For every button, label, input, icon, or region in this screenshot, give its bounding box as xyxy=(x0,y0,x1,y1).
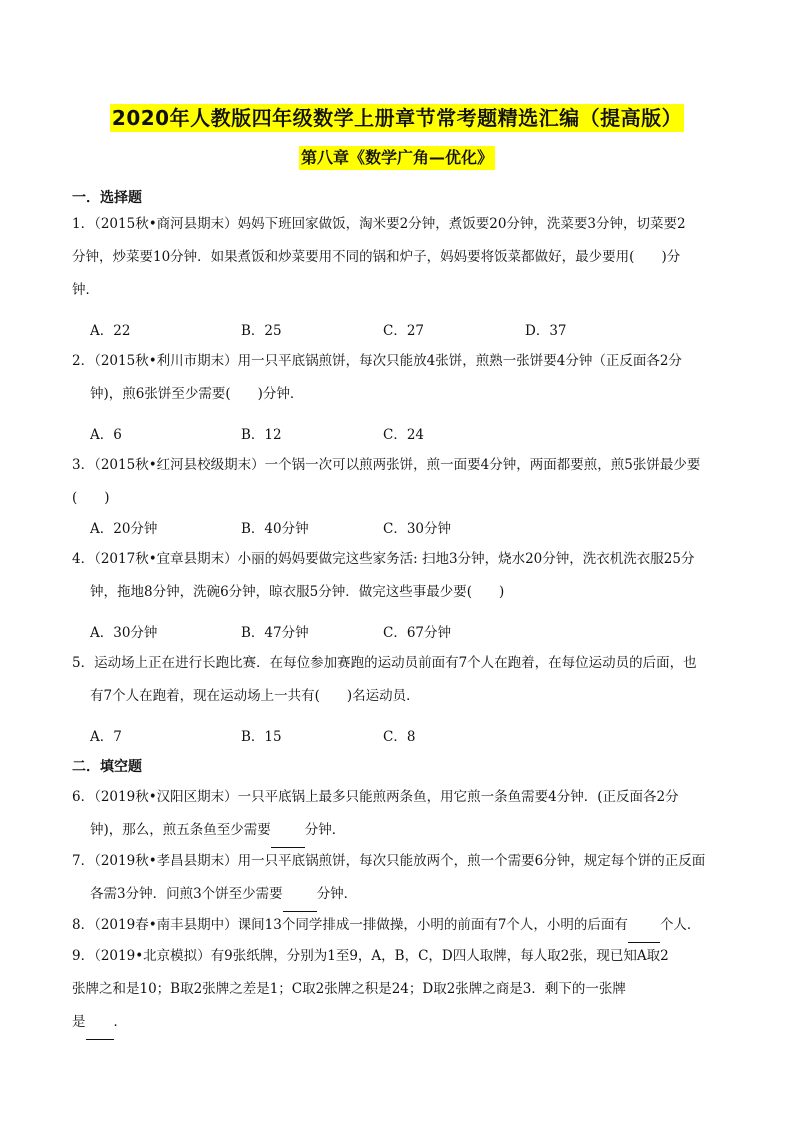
subtitle-wrap xyxy=(0,146,794,170)
section-heading-fill: 二．填空题 xyxy=(72,759,142,775)
question-5-line-2: 有7个人在跑着，现在运动场上一共有( )名运动员． xyxy=(90,688,420,704)
question-7-line-2 xyxy=(72,878,724,912)
question-2-line-2: 钟)，煎6张饼至少需要( )分钟． xyxy=(90,386,304,402)
question-9-line-1: 9．（2019•北京模拟）有9张纸牌，分别为1至9，A，B，C，D四人取牌，每人取2张，现已知A取2 xyxy=(72,948,669,964)
question-4 xyxy=(72,543,724,609)
option-b: B．40分钟 xyxy=(241,521,309,537)
question-7-text-a: 各需3分钟．问煎3个饼至少需要 xyxy=(90,886,283,902)
question-9-text-a: 是 xyxy=(72,1014,86,1030)
option-c: C．8 xyxy=(383,729,416,745)
question-4-line-1: 4．（2017秋•宜章县期末）小丽的妈妈要做完这些家务活: 扫地3分钟，烧水20分钟，洗衣机洗衣服25分 xyxy=(72,551,695,567)
option-a: A．7 xyxy=(90,729,122,745)
answer-blank xyxy=(628,909,660,943)
question-8-text-b: 个人． xyxy=(659,917,701,933)
question-3-line-2: ( ) xyxy=(72,490,110,506)
chapter-subtitle: 第八章《数学广角—优化》 xyxy=(299,146,495,170)
answer-blank xyxy=(283,878,317,912)
question-4-line-2: 钟，拖地8分钟，洗碗6分钟，晾衣服5分钟．做完这些事最少要( ) xyxy=(90,584,505,600)
option-a: A．20分钟 xyxy=(90,521,158,537)
option-b: B．12 xyxy=(241,427,282,443)
question-6-line-2 xyxy=(72,814,724,848)
option-c: C．67分钟 xyxy=(383,625,452,641)
question-7-line-1: 7．（2019秋•孝昌县期末）用一只平底锅煎饼，每次只能放两个，煎一个需要6分钟，规定每个饼的正反面 xyxy=(72,853,706,869)
question-8-text-a: 8．（2019春•南丰县期中）课间13个同学排成一排做操，小明的前面有7个人，小明的后面有 xyxy=(72,917,628,933)
option-a: A．30分钟 xyxy=(90,625,158,641)
answer-blank xyxy=(271,814,305,848)
question-2-line-1: 2．（2015秋•利川市期末）用一只平底锅煎饼，每次只能放4张饼，煎熟一张饼要4分钟（正反面各2分 xyxy=(72,353,682,369)
question-1-line-3: 钟． xyxy=(72,282,99,298)
question-7 xyxy=(72,845,724,912)
answer-blank xyxy=(86,1006,114,1040)
question-5 xyxy=(72,647,724,713)
question-9-line-3 xyxy=(72,1006,724,1040)
question-8-line-1 xyxy=(72,909,724,943)
question-3 xyxy=(72,449,724,515)
option-a: A．22 xyxy=(90,323,131,339)
question-6-text-b: 分钟． xyxy=(304,822,346,838)
title-wrap xyxy=(0,104,794,132)
option-b: B．25 xyxy=(241,323,282,339)
question-1-line-2: 分钟，炒菜要10分钟．如果煮饭和炒菜要用不同的锅和炉子，妈妈要将饭菜都做好，最少要用( )分 xyxy=(72,249,681,265)
question-6-line-1: 6．（2019秋•汉阳区期末）一只平底锅上最多只能煎两条鱼，用它煎一条鱼需要4分钟．(正反面各2分 xyxy=(72,789,679,805)
question-1 xyxy=(72,208,724,307)
question-8 xyxy=(72,909,724,943)
option-c: C．24 xyxy=(383,427,425,443)
question-2 xyxy=(72,345,724,411)
option-a: A．6 xyxy=(90,427,122,443)
option-b: B．15 xyxy=(241,729,282,745)
question-7-text-b: 分钟． xyxy=(316,886,358,902)
question-5-line-1: 5．运动场上正在进行长跑比赛．在每位参加赛跑的运动员前面有7个人在跑着，在每位运动员的后面，也 xyxy=(72,655,697,671)
option-c: C．27 xyxy=(383,323,425,339)
question-9-text-b: ． xyxy=(113,1014,127,1030)
question-9-line-2: 张牌之和是10；B取2张牌之差是1；C取2张牌之积是24；D取2张牌之商是3．剩下的一张牌 xyxy=(72,981,626,997)
question-1-line-1: 1．（2015秋•商河县期末）妈妈下班回家做饭，淘米要2分钟，煮饭要20分钟，洗菜要3分钟，切菜要2 xyxy=(72,216,686,232)
question-9 xyxy=(72,940,724,1040)
option-c: C．30分钟 xyxy=(383,521,452,537)
page-title: 2020年人教版四年级数学上册章节常考题精选汇编（提高版） xyxy=(111,106,683,130)
option-b: B．47分钟 xyxy=(241,625,309,641)
section-heading-choice: 一．选择题 xyxy=(72,190,142,206)
question-6-text-a: 钟)，那么，煎五条鱼至少需要 xyxy=(90,822,271,838)
option-d: D．37 xyxy=(525,323,567,339)
question-3-line-1: 3．（2015秋•红河县校级期末）一个锅一次可以煎两张饼，煎一面要4分钟，两面都要煎，煎5张饼最少要 xyxy=(72,457,701,473)
question-6 xyxy=(72,781,724,848)
